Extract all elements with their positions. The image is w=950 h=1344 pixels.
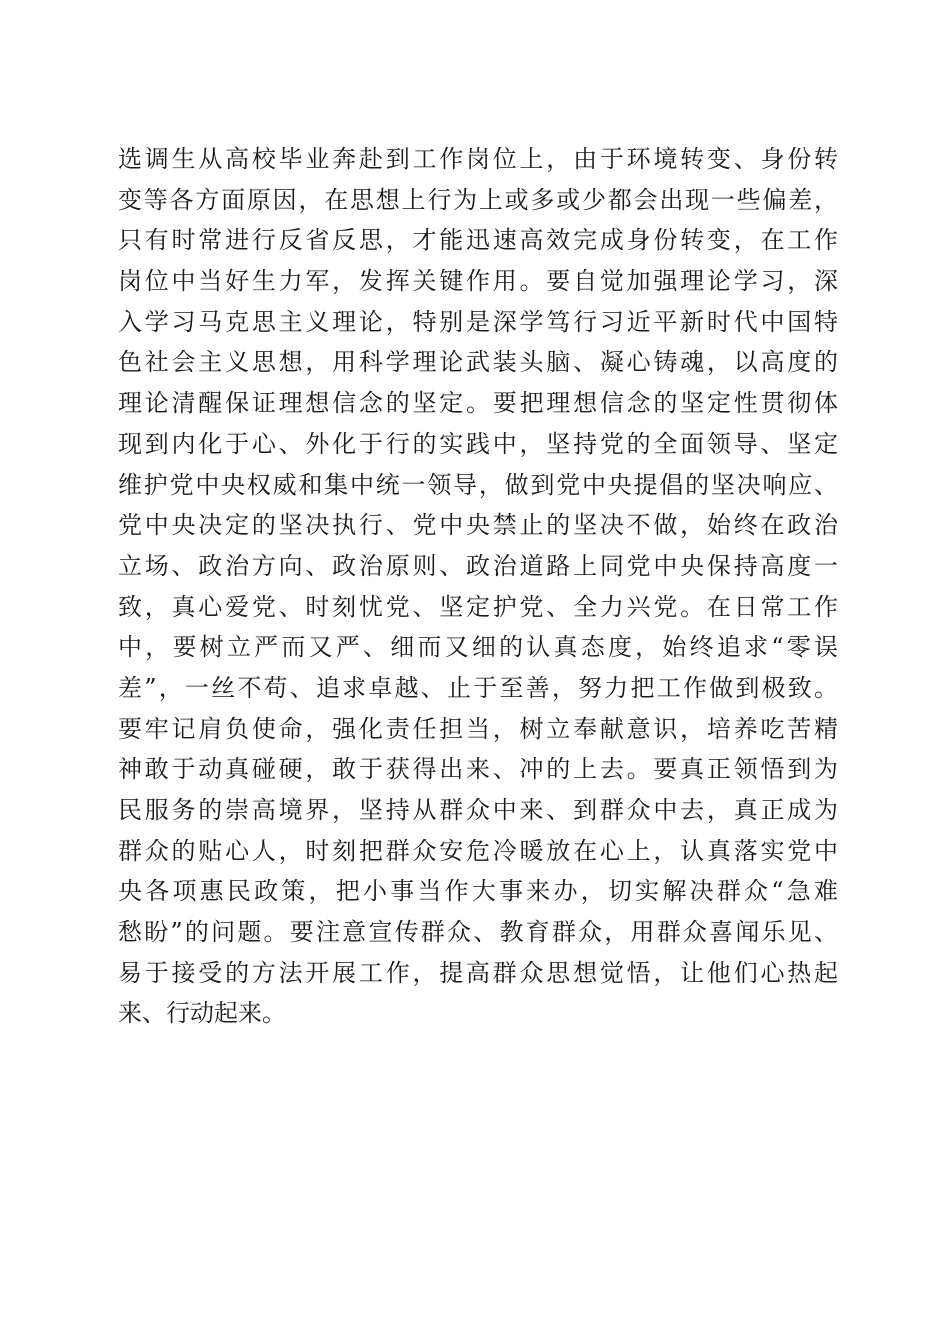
- text-line: 群众的贴心人，时刻把群众安危冷暖放在心上，认真落实党中: [118, 836, 838, 865]
- text-line: 岗位中当好生力军，发挥关键作用。要自觉加强理论学习，深: [118, 267, 838, 296]
- text-line: 理论清醒保证理想信念的坚定。要把理想信念的坚定性贯彻体: [118, 389, 838, 418]
- body-paragraph: [118, 139, 838, 1034]
- text-line: 愁盼”的问题。要注意宣传群众、教育群众，用群众喜闻乐见、: [118, 918, 838, 947]
- text-line: 央各项惠民政策，把小事当作大事来办，切实解决群众“急难: [118, 877, 838, 906]
- text-line: 只有时常进行反省反思，才能迅速高效完成身份转变，在工作: [118, 226, 838, 255]
- text-line: 来、行动起来。: [118, 999, 286, 1028]
- text-line: 民服务的崇高境界，坚持从群众中来、到群众中去，真正成为: [118, 796, 838, 824]
- text-line: 入学习马克思主义理论，特别是深学笃行习近平新时代中国特: [118, 307, 838, 336]
- text-line: 中，要树立严而又严、细而又细的认真态度，始终追求“零误: [118, 633, 838, 662]
- text-line: 变等各方面原因，在思想上行为上或多或少都会出现一些偏差，: [118, 185, 838, 214]
- text-line: 易于接受的方法开展工作，提高群众思想觉悟，让他们心热起: [118, 958, 838, 987]
- text-line: 立场、政治方向、政治原则、政治道路上同党中央保持高度一: [118, 551, 838, 580]
- text-line: 现到内化于心、外化于行的实践中，坚持党的全面领导、坚定: [118, 429, 838, 458]
- text-line: 要牢记肩负使命，强化责任担当，树立奉献意识，培养吃苦精: [118, 714, 838, 743]
- text-line: 神敢于动真碰硬，敢于获得出来、冲的上去。要真正领悟到为: [118, 755, 838, 784]
- text-line: 色社会主义思想，用科学理论武装头脑、凝心铸魂，以高度的: [118, 348, 838, 377]
- text-line: 选调生从高校毕业奔赴到工作岗位上，由于环境转变、身份转: [118, 145, 838, 173]
- text-line: 党中央决定的坚决执行、党中央禁止的坚决不做，始终在政治: [118, 511, 838, 540]
- text-line: 差”，一丝不苟、追求卓越、止于至善，努力把工作做到极致。: [118, 673, 838, 702]
- text-line: 维护党中央权威和集中统一领导，做到党中央提倡的坚决响应、: [118, 470, 838, 499]
- text-line: 致，真心爱党、时刻忧党、坚定护党、全力兴党。在日常工作: [118, 592, 838, 621]
